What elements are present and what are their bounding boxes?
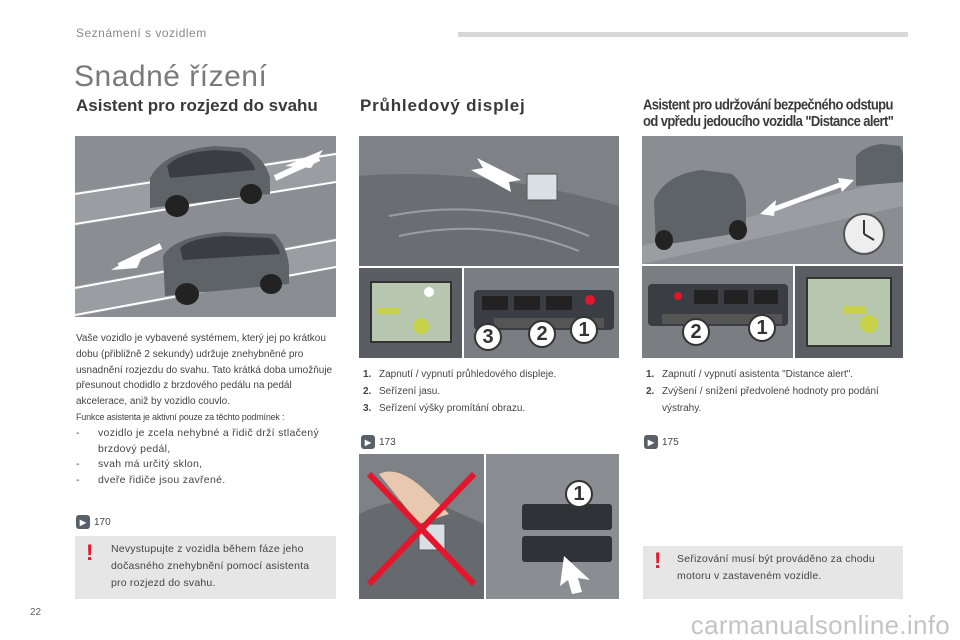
distance-step <box>646 366 908 383</box>
distance-alert-page-ref[interactable] <box>644 435 679 449</box>
distance-alert-title-line2: od vpředu jedoucího vozidla "Distance alert" <box>643 111 894 130</box>
hill-assist-description <box>76 331 336 489</box>
hud-step <box>363 366 621 383</box>
distance-alert-title-line1: Asistent pro udržování bezpečného odstupu <box>643 95 893 114</box>
step-text: Zvýšení / snížení předvolené hodnoty pro podání výstrahy. <box>662 386 879 414</box>
distance-alert-steps-list <box>646 366 908 417</box>
distance-alert-display-closeup <box>795 266 903 358</box>
hud-title: Průhledový displej <box>360 96 526 115</box>
hud-button-callout-1: 1 <box>565 480 593 508</box>
hud-dashboard-drawing <box>359 136 619 266</box>
distance-alert-warning-text: Seřizování musí být prováděno za chodu motoru v zastaveném vozidle. <box>677 553 875 582</box>
hud-steps-list <box>363 366 621 417</box>
page-number: 22 <box>30 607 42 618</box>
hill-assist-drawing <box>75 136 336 317</box>
distance-alert-display-drawing <box>795 266 903 358</box>
hud-button-illustration <box>486 454 619 599</box>
hud-callout-2: 2 <box>528 320 556 348</box>
hill-assist-warning-box <box>75 536 336 599</box>
hud-step <box>363 383 621 400</box>
distance-alert-road-illustration <box>642 136 903 264</box>
hill-assist-title: Asistent pro rozjezd do svahu <box>76 96 318 115</box>
hud-step <box>363 400 621 417</box>
hud-ref-number: 173 <box>379 436 396 448</box>
step-number: 1. <box>646 369 655 380</box>
hud-display-drawing <box>359 268 462 358</box>
step-number: 2. <box>646 386 655 397</box>
step-number: 1. <box>363 369 372 380</box>
chapter-header: Seznámení s vozidlem <box>76 26 207 40</box>
hill-assist-conditions-intro: Funkce asistenta je aktivní pouze za těchto podmínek : <box>76 411 285 422</box>
page-ref-icon: ▶ <box>644 435 658 449</box>
hud-dashboard-illustration <box>359 136 619 266</box>
distance-alert-road-drawing <box>642 136 903 264</box>
step-text: Zapnutí / vypnutí asistenta "Distance alert". <box>662 369 854 380</box>
condition-item: - svah má určitý sklon, <box>76 457 336 473</box>
hud-page-ref[interactable] <box>361 435 396 449</box>
hud-wrong-use-illustration <box>359 454 484 599</box>
header-rule <box>458 32 908 37</box>
condition-item: - vozidlo je zcela nehybné a řidič drží stlačený brzdový pedál, <box>76 426 336 458</box>
car-ahead <box>856 144 903 186</box>
hud-display-closeup <box>359 268 462 358</box>
distance-callout-1: 1 <box>748 314 776 342</box>
hud-callout-1: 1 <box>570 316 598 344</box>
hud-button-drawing <box>486 454 619 599</box>
watermark: carmanualsonline.info <box>690 610 950 640</box>
distance-alert-controls-closeup <box>642 266 793 358</box>
hud-screen <box>527 174 557 200</box>
warning-exclamation-icon: ! <box>86 540 94 565</box>
distance-alert-controls-drawing <box>642 266 793 358</box>
distance-step <box>646 383 908 417</box>
hud-callout-3: 3 <box>474 323 502 351</box>
distance-alert-ref-number: 175 <box>662 436 679 448</box>
page-ref-icon: ▶ <box>76 515 90 529</box>
distance-callout-2: 2 <box>682 318 710 346</box>
warning-exclamation-icon: ! <box>654 548 662 573</box>
distance-alert-warning-box <box>643 546 903 599</box>
hill-assist-illustration <box>75 136 336 317</box>
step-text: Seřízení jasu. <box>379 386 441 397</box>
page-title: Snadné řízení <box>74 60 268 93</box>
condition-item: - dveře řidiče jsou zavřené. <box>76 473 336 489</box>
hud-wrong-use-drawing <box>359 454 484 599</box>
hill-assist-paragraph: Vaše vozidlo je vybavené systémem, který jej po krátkou dobu (přibližně 2 sekundy) udržuje znehybněné pro usnadnění rozjezdu do svahu. Tato krátká doba umožňuje přesunout chodidlo z brzdového pedálu na pedál akcelerace, aniž by vozidlo couvlo. <box>76 333 333 408</box>
hill-assist-conditions <box>76 426 336 489</box>
page-ref-icon: ▶ <box>361 435 375 449</box>
step-number: 2. <box>363 386 372 397</box>
distance-alert-title <box>643 97 893 129</box>
hill-assist-page-ref[interactable] <box>76 515 111 529</box>
hill-assist-warning-text: Nevystupujte z vozidla během fáze jeho dočasného znehybnění pomocí asistenta pro rozjezd do svahu. <box>111 543 310 589</box>
hill-assist-ref-number: 170 <box>94 516 111 528</box>
step-text: Zapnutí / vypnutí průhledového displeje. <box>379 369 557 380</box>
step-text: Seřízení výšky promítání obrazu. <box>379 403 526 414</box>
step-number: 3. <box>363 403 372 414</box>
